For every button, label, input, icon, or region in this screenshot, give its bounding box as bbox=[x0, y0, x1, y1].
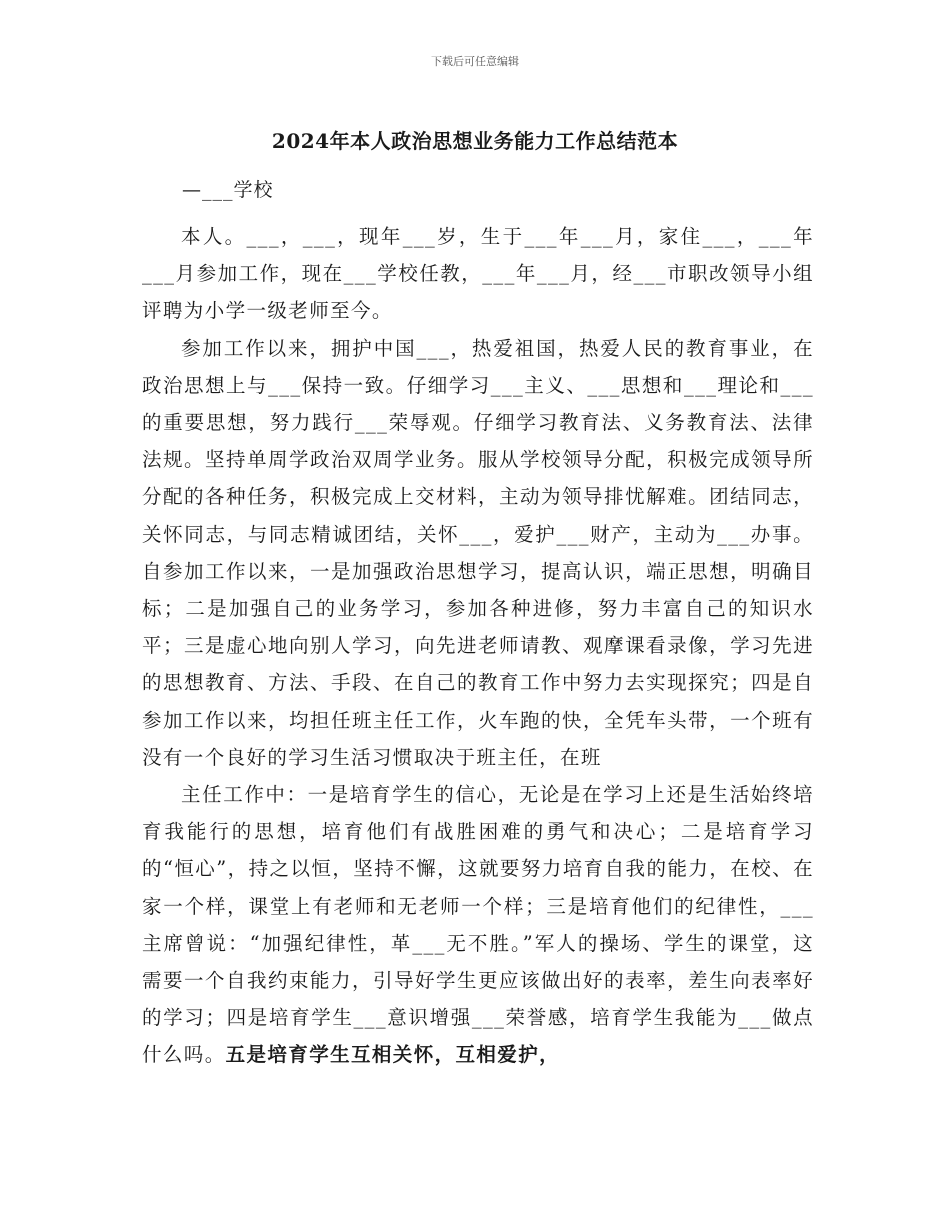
paragraph-3-text: 主任工作中：一是培育学生的信心，无论是在学习上还是生活始终培育我能行的思想，培育他们有战胜困难的勇气和决心；二是培育学习的“恒心”，持之以恒，坚持不懈，这就要努力培育自我的能力，在校、在家一个样，课堂上有老师和无老师一个样；三是培育他们的纪律性，___主席曾说：“加强纪律性，革___无不胜。”军人的操场、学生的课堂，这需要一个自我约束能力，引导好学生更应该做出好的表率，差生向表率好的学习；四是培育学生___意识增强___荣誉感，培育学生我能为___做点什么吗。 bbox=[142, 783, 814, 1067]
header-note: 下载后可任意编辑 bbox=[431, 55, 519, 68]
paragraph-3 bbox=[142, 776, 814, 1074]
paragraph-1: 本人。___，___，现年___岁，生于___年___月，家住___，___年___月参加工作，现在___学校任教，___年___月，经___市职改领导小组评聘为小学一级老师至今。 bbox=[142, 225, 814, 323]
document-title: 2024年本人政治思想业务能力工作总结范本 bbox=[271, 129, 679, 153]
paragraph-3-bold-text: 五是培育学生互相关怀，互相爱护， bbox=[225, 1043, 561, 1067]
document-body bbox=[142, 218, 814, 1074]
document-subtitle: —___学校 bbox=[182, 179, 274, 201]
paragraph-2: 参加工作以来，拥护中国___，热爱祖国，热爱人民的教育事业，在政治思想上与___保持一致。仔细学习___主义、___思想和___理论和___的重要思想，努力践行___荣辱观。仔细学习教育法、义务教育法、法律法规。坚持单周学政治双周学业务。服从学校领导分配，积极完成领导所分配的各种任务，积极完成上交材料，主动为领导排忧解难。团结同志，关怀同志，与同志精诚团结，关怀___，爱护___财产，主动为___办事。自参加工作以来，一是加强政治思想学习，提高认识，端正思想，明确目标；二是加强自己的业务学习，参加各种进修，努力丰富自己的知识水平；三是虚心地向别人学习，向先进老师请教、观摩课看录像，学习先进的思想教育、方法、手段、在自己的教育工作中努力去实现探究；四是自参加工作以来，均担任班主任工作，火车跑的快，全凭车头带，一个班有没有一个良好的学习生活习惯取决于班主任，在班 bbox=[142, 336, 814, 769]
